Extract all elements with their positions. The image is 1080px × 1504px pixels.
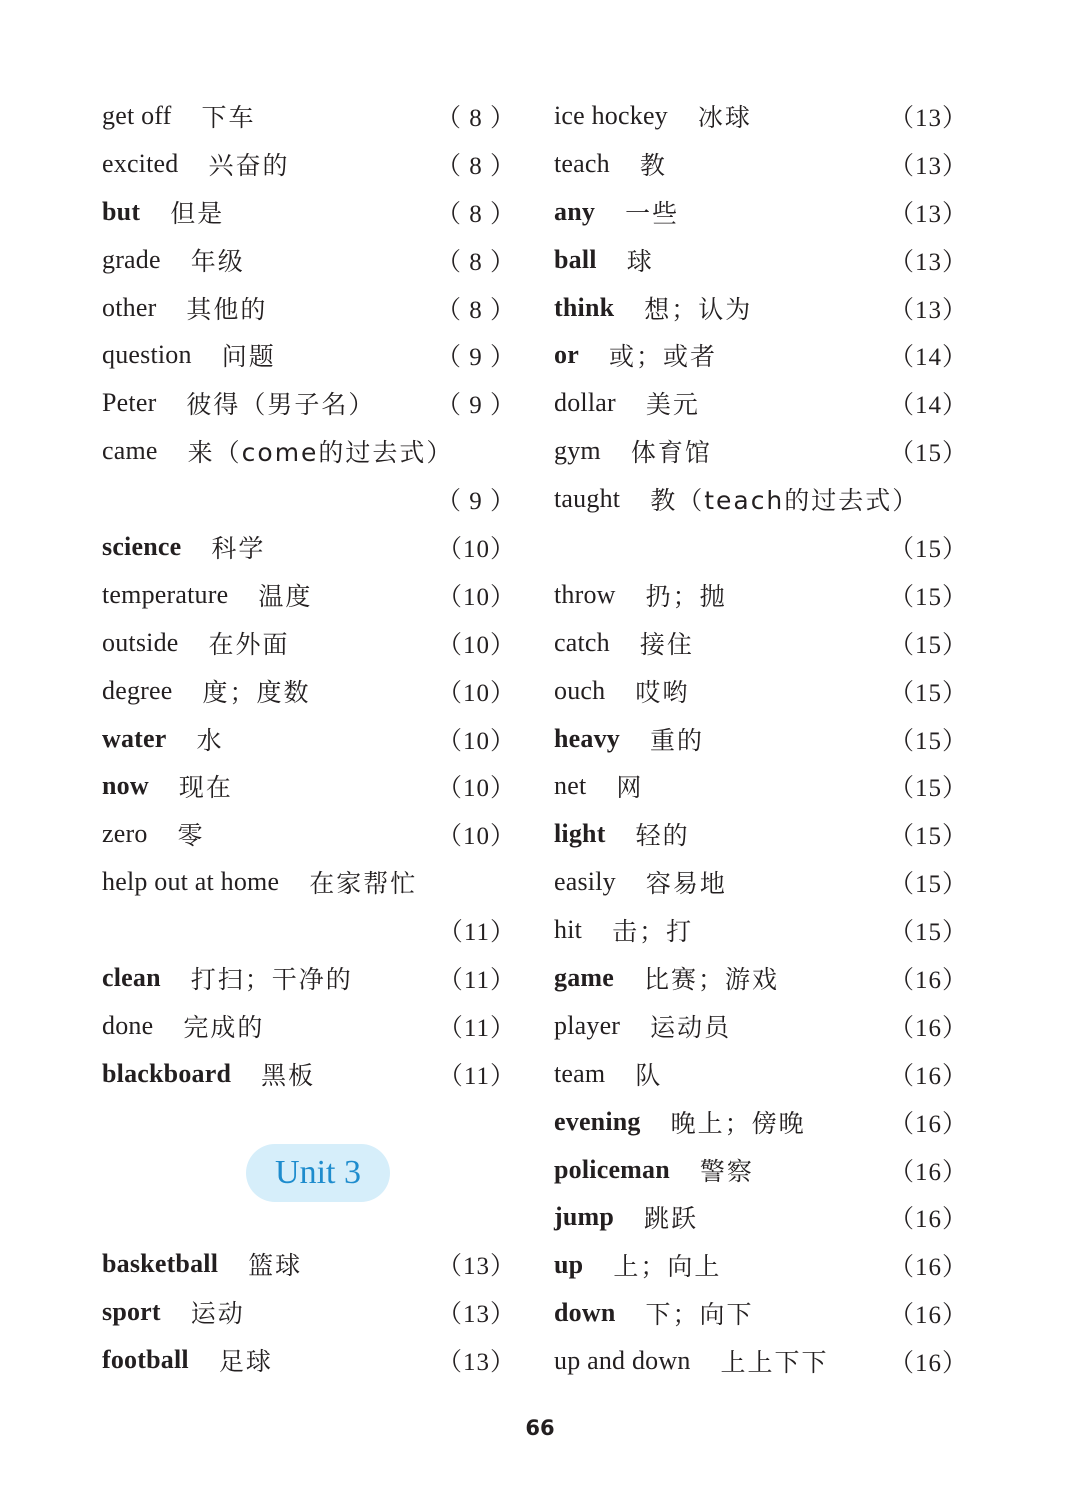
vocab-meaning: 一些 xyxy=(625,198,680,228)
vocab-meaning: 在家帮忙 xyxy=(309,869,418,899)
vocab-row xyxy=(554,188,968,236)
vocab-unit-ref: （15） xyxy=(888,919,968,947)
vocab-meaning: 零 xyxy=(177,821,205,851)
vocab-unit-ref: （15） xyxy=(888,535,968,563)
vocab-row xyxy=(102,379,516,427)
vocab-meaning: 跳跃 xyxy=(644,1204,699,1234)
vocab-unit-ref: （ 9 ） xyxy=(435,392,516,420)
vocab-row xyxy=(102,475,516,523)
vocab-row xyxy=(554,92,968,140)
vocab-meaning: 网 xyxy=(616,773,644,803)
vocab-unit-ref: （13） xyxy=(888,200,968,228)
vocab-unit-ref: （16） xyxy=(888,1350,968,1378)
vocab-meaning: 警察 xyxy=(699,1156,754,1186)
vocab-meaning: 完成的 xyxy=(183,1012,265,1042)
vocab-meaning: 重的 xyxy=(650,725,705,755)
vocab-row xyxy=(102,284,516,332)
vocab-meaning: 温度 xyxy=(258,581,313,611)
vocab-row xyxy=(554,1193,968,1241)
vocab-row xyxy=(554,379,968,427)
vocab-word: dollar xyxy=(554,388,616,418)
vocab-unit-ref: （10） xyxy=(436,583,516,611)
vocab-word: taught xyxy=(554,484,621,514)
vocab-meaning: 轻的 xyxy=(635,821,690,851)
vocab-row xyxy=(554,523,968,571)
vocab-word: heavy xyxy=(554,723,620,753)
vocab-meaning: 教（teach的过去式） xyxy=(650,486,920,516)
vocab-word: net xyxy=(554,771,587,801)
vocab-word: teach xyxy=(554,148,610,178)
vocab-meaning: 科学 xyxy=(211,533,266,563)
vocab-unit-ref: （10） xyxy=(436,775,516,803)
vocab-row xyxy=(102,1050,516,1098)
vocab-unit-ref: （13） xyxy=(888,248,968,276)
vocab-unit-ref: （13） xyxy=(888,104,968,132)
vocab-meaning: 篮球 xyxy=(248,1250,303,1280)
vocab-unit-ref: （10） xyxy=(436,727,516,755)
vocab-unit-ref: （11） xyxy=(437,1062,516,1090)
vocab-word: down xyxy=(554,1298,616,1328)
vocab-meaning: 但是 xyxy=(170,198,225,228)
vocab-row xyxy=(554,667,968,715)
vocab-word: easily xyxy=(554,867,616,897)
vocab-word: done xyxy=(102,1010,154,1040)
vocab-unit-ref: （10） xyxy=(436,679,516,707)
vocab-word: player xyxy=(554,1010,621,1040)
vocab-row xyxy=(102,1336,516,1384)
vocab-meaning: 扔；抛 xyxy=(645,581,727,611)
vocab-word: policeman xyxy=(554,1154,670,1184)
vocab-unit-ref: （16） xyxy=(888,1302,968,1330)
vocab-word: up xyxy=(554,1250,584,1280)
vocab-unit-ref: （13） xyxy=(436,1252,516,1280)
vocab-word: science xyxy=(102,531,182,561)
vocab-row xyxy=(554,810,968,858)
vocab-row xyxy=(554,1241,968,1289)
vocab-word: catch xyxy=(554,627,610,657)
vocab-word: jump xyxy=(554,1202,615,1232)
vocab-word: grade xyxy=(102,244,161,274)
vocab-meaning: 彼得（男子名） xyxy=(186,390,376,420)
vocab-meaning: 容易地 xyxy=(645,869,727,899)
vocab-meaning: 球 xyxy=(626,246,654,276)
vocab-meaning: 兴奋的 xyxy=(208,150,290,180)
vocab-row xyxy=(102,954,516,1002)
vocab-word: temperature xyxy=(102,579,229,609)
vocab-word: but xyxy=(102,196,141,226)
vocab-meaning: 比赛；游戏 xyxy=(644,964,780,994)
vocab-unit-ref: （15） xyxy=(888,871,968,899)
vocab-meaning: 冰球 xyxy=(697,102,752,132)
page-number: 66 xyxy=(525,1416,555,1440)
vocab-word: get off xyxy=(102,100,172,130)
vocab-unit-ref: （13） xyxy=(888,152,968,180)
vocab-unit-ref: （13） xyxy=(436,1348,516,1376)
vocab-unit-ref: （16） xyxy=(888,1110,968,1138)
vocab-row xyxy=(554,954,968,1002)
vocab-row xyxy=(102,427,516,475)
vocab-unit-ref: （ 8 ） xyxy=(435,248,516,276)
vocab-word: other xyxy=(102,292,157,322)
vocab-row xyxy=(102,810,516,858)
vocab-meaning: 水 xyxy=(196,725,224,755)
vocab-row xyxy=(554,762,968,810)
vocab-row xyxy=(554,284,968,332)
vocab-word: ice hockey xyxy=(554,100,668,130)
vocab-word: basketball xyxy=(102,1248,219,1278)
vocab-word: sport xyxy=(102,1296,161,1326)
vocab-row xyxy=(554,475,968,523)
vocab-word: help out at home xyxy=(102,867,280,897)
unit-heading: Unit 3 xyxy=(275,1154,361,1191)
left-column-unit3 xyxy=(102,1240,516,1384)
vocab-word: degree xyxy=(102,675,173,705)
vocab-row xyxy=(554,571,968,619)
vocab-word: light xyxy=(554,819,606,849)
vocab-unit-ref: （16） xyxy=(888,1014,968,1042)
vocab-meaning: 年级 xyxy=(190,246,245,276)
vocab-word: ouch xyxy=(554,675,606,705)
vocab-unit-ref: （16） xyxy=(888,1254,968,1282)
vocab-unit-ref: （14） xyxy=(888,344,968,372)
vocab-unit-ref: （15） xyxy=(888,775,968,803)
vocab-meaning: 晚上；傍晚 xyxy=(670,1108,806,1138)
vocab-row xyxy=(102,92,516,140)
vocab-meaning: 运动 xyxy=(190,1298,245,1328)
vocab-row xyxy=(554,1337,968,1385)
vocab-row xyxy=(554,140,968,188)
vocab-unit-ref: （16） xyxy=(888,966,968,994)
vocab-row xyxy=(102,188,516,236)
vocab-meaning: 度；度数 xyxy=(202,677,311,707)
vocab-unit-ref: （15） xyxy=(888,631,968,659)
vocab-meaning: 美元 xyxy=(645,390,700,420)
vocab-word: Peter xyxy=(102,388,157,418)
vocab-meaning: 打扫；干净的 xyxy=(190,964,353,994)
vocab-word: blackboard xyxy=(102,1058,232,1088)
vocab-meaning: 队 xyxy=(635,1060,663,1090)
vocab-meaning: 现在 xyxy=(178,773,233,803)
left-column xyxy=(102,92,516,1098)
vocab-row xyxy=(102,236,516,284)
vocab-meaning: 下；向下 xyxy=(645,1300,754,1330)
vocab-meaning: 接住 xyxy=(639,629,694,659)
vocab-meaning: 想；认为 xyxy=(644,294,753,324)
vocab-meaning: 在外面 xyxy=(208,629,290,659)
vocab-word: excited xyxy=(102,148,179,178)
vocab-unit-ref: （15） xyxy=(888,583,968,611)
vocab-word: team xyxy=(554,1058,606,1088)
vocab-unit-ref: （ 9 ） xyxy=(435,488,516,516)
vocab-row xyxy=(102,906,516,954)
vocab-meaning: 教 xyxy=(639,150,667,180)
vocab-word: evening xyxy=(554,1106,641,1136)
vocab-row xyxy=(554,906,968,954)
vocab-row xyxy=(102,1240,516,1288)
vocab-row xyxy=(554,858,968,906)
vocab-word: football xyxy=(102,1344,189,1374)
vocab-unit-ref: （15） xyxy=(888,679,968,707)
vocab-meaning: 上；向上 xyxy=(613,1252,722,1282)
vocab-meaning: 来（come的过去式） xyxy=(187,438,454,468)
vocab-word: think xyxy=(554,292,615,322)
vocab-row xyxy=(102,858,516,906)
vocab-row xyxy=(554,619,968,667)
vocab-row xyxy=(102,1002,516,1050)
vocab-row xyxy=(554,331,968,379)
vocab-row xyxy=(554,236,968,284)
vocab-unit-ref: （16） xyxy=(888,1062,968,1090)
vocab-row xyxy=(102,571,516,619)
vocab-word: any xyxy=(554,196,596,226)
vocab-row xyxy=(102,667,516,715)
vocab-word: outside xyxy=(102,627,179,657)
vocab-unit-ref: （15） xyxy=(888,727,968,755)
vocab-meaning: 下车 xyxy=(201,102,256,132)
vocab-row xyxy=(554,1289,968,1337)
vocab-word: or xyxy=(554,340,579,370)
vocab-word: now xyxy=(102,771,149,801)
vocab-unit-ref: （11） xyxy=(437,919,516,947)
vocab-row xyxy=(102,762,516,810)
vocab-unit-ref: （ 8 ） xyxy=(435,296,516,324)
vocab-unit-ref: （15） xyxy=(888,440,968,468)
vocab-meaning: 运动员 xyxy=(650,1012,732,1042)
vocab-unit-ref: （10） xyxy=(436,535,516,563)
vocab-meaning: 哎哟 xyxy=(635,677,690,707)
vocab-row xyxy=(102,1288,516,1336)
vocab-meaning: 黑板 xyxy=(261,1060,316,1090)
vocab-meaning: 问题 xyxy=(221,342,276,372)
vocab-row xyxy=(554,1050,968,1098)
vocab-word: zero xyxy=(102,819,148,849)
vocab-meaning: 击；打 xyxy=(612,917,694,947)
vocab-row xyxy=(554,1098,968,1146)
vocab-word: hit xyxy=(554,915,583,945)
vocab-word: gym xyxy=(554,436,601,466)
vocab-word: game xyxy=(554,962,614,992)
vocab-row xyxy=(554,715,968,763)
vocab-unit-ref: （ 8 ） xyxy=(435,200,516,228)
vocab-row xyxy=(554,1146,968,1194)
vocab-meaning: 其他的 xyxy=(186,294,268,324)
vocab-word: throw xyxy=(554,579,616,609)
vocab-word: ball xyxy=(554,244,597,274)
vocab-row xyxy=(554,1002,968,1050)
unit-heading-badge xyxy=(246,1144,390,1202)
vocab-row xyxy=(102,715,516,763)
vocab-word: up and down xyxy=(554,1346,691,1376)
vocab-unit-ref: （ 8 ） xyxy=(435,152,516,180)
vocab-row xyxy=(102,331,516,379)
vocab-word: clean xyxy=(102,962,161,992)
vocab-row xyxy=(102,619,516,667)
vocab-row xyxy=(102,523,516,571)
vocab-unit-ref: （16） xyxy=(888,1158,968,1186)
vocab-unit-ref: （15） xyxy=(888,823,968,851)
vocab-word: came xyxy=(102,436,158,466)
vocab-unit-ref: （16） xyxy=(888,1206,968,1234)
vocab-word: water xyxy=(102,723,167,753)
vocab-row xyxy=(554,427,968,475)
vocab-unit-ref: （ 8 ） xyxy=(435,104,516,132)
vocab-meaning: 体育馆 xyxy=(630,438,712,468)
vocab-word: question xyxy=(102,340,192,370)
right-column xyxy=(554,92,968,1385)
vocab-unit-ref: （11） xyxy=(437,1014,516,1042)
vocab-meaning: 或；或者 xyxy=(608,342,717,372)
vocab-unit-ref: （10） xyxy=(436,631,516,659)
vocab-row xyxy=(102,140,516,188)
vocab-meaning: 足球 xyxy=(218,1346,273,1376)
vocab-unit-ref: （13） xyxy=(436,1300,516,1328)
vocab-unit-ref: （ 9 ） xyxy=(435,344,516,372)
vocab-unit-ref: （11） xyxy=(437,966,516,994)
vocab-meaning: 上上下下 xyxy=(720,1348,829,1378)
vocab-unit-ref: （13） xyxy=(888,296,968,324)
vocab-unit-ref: （10） xyxy=(436,823,516,851)
vocab-unit-ref: （14） xyxy=(888,392,968,420)
